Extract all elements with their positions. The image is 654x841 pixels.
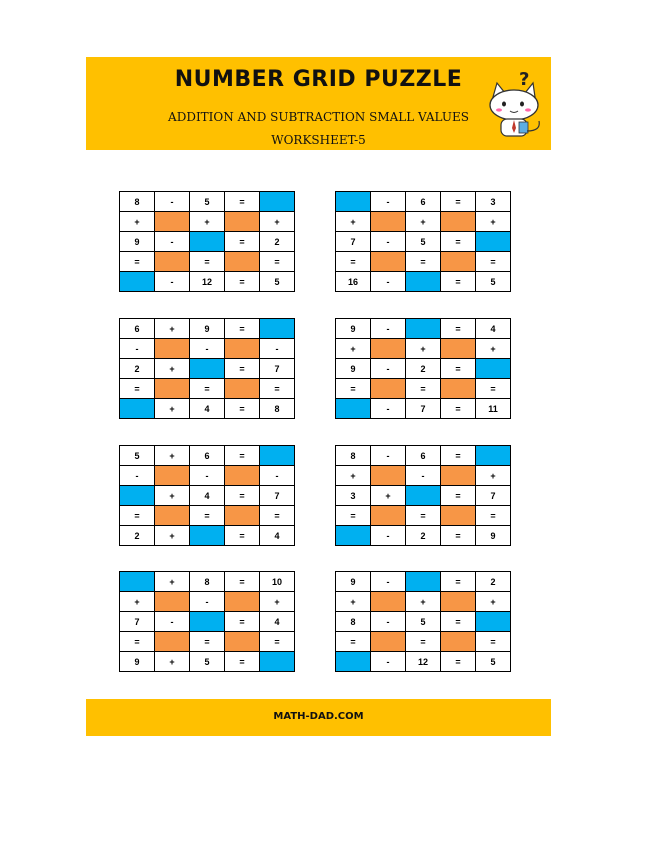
shaded-cell [155,379,190,399]
blank-answer-cell [190,612,225,632]
grid-cell: = [190,506,225,526]
grid-cell: = [406,252,441,272]
blank-answer-cell [336,526,371,546]
shaded-cell [225,379,260,399]
grid-cell: + [476,339,511,359]
page-title: NUMBER GRID PUZZLE [174,67,463,92]
worksheet-label: WORKSHEET-5 [271,133,366,147]
grid-cell: + [120,592,155,612]
grid-cell: 9 [336,359,371,379]
grid-cell: 9 [336,572,371,592]
grid-cell: 16 [336,272,371,292]
grid-row [336,592,511,612]
grid-row [120,632,295,652]
grid-cell: = [336,252,371,272]
blank-answer-cell [260,319,295,339]
grid-cell: - [371,652,406,672]
grid-cell: + [476,466,511,486]
shaded-cell [155,339,190,359]
grid-cell: 7 [476,486,511,506]
grid-cell: = [225,192,260,212]
puzzle-grid-1 [119,191,295,292]
grid-cell: 6 [406,446,441,466]
grid-row [336,212,511,232]
grid-row [120,252,295,272]
grid-cell: = [225,572,260,592]
grid-cell: - [371,319,406,339]
shaded-cell [225,252,260,272]
grid-cell: - [190,592,225,612]
shaded-cell [371,632,406,652]
grid-cell: 7 [260,486,295,506]
grid-cell: 4 [190,399,225,419]
grid-cell: = [225,612,260,632]
grid-cell: = [120,632,155,652]
grid-row [336,652,511,672]
grid-row [120,652,295,672]
grid-cell: = [441,572,476,592]
puzzle-grid-2 [335,191,511,292]
blank-answer-cell [406,486,441,506]
grid-cell: + [371,486,406,506]
grid-cell: - [120,466,155,486]
grid-cell: 7 [406,399,441,419]
grid-row [336,192,511,212]
grid-row [336,506,511,526]
grid-cell: 8 [336,446,371,466]
grid-cell: - [155,232,190,252]
grid-cell: 4 [190,486,225,506]
grid-cell: + [155,652,190,672]
grid-cell: = [225,272,260,292]
blank-answer-cell [120,572,155,592]
grid-row [336,252,511,272]
grid-cell: 5 [260,272,295,292]
grid-cell: = [260,632,295,652]
grid-cell: = [441,192,476,212]
grid-cell: = [336,379,371,399]
grid-cell: + [155,526,190,546]
grid-cell: = [336,506,371,526]
blank-answer-cell [406,272,441,292]
grid-cell: + [155,399,190,419]
grid-cell: = [441,399,476,419]
grid-row [336,486,511,506]
grid-row [336,379,511,399]
grid-row [120,359,295,379]
grid-row [120,466,295,486]
grid-cell: + [336,592,371,612]
grid-cell: 5 [476,652,511,672]
grid-cell: 6 [190,446,225,466]
grid-cell: 9 [120,652,155,672]
shaded-cell [155,252,190,272]
puzzle-grid-6 [335,445,511,546]
grid-cell: = [441,359,476,379]
shaded-cell [225,632,260,652]
grid-cell: 5 [190,652,225,672]
grid-cell: + [476,592,511,612]
blank-answer-cell [406,572,441,592]
grid-row [336,446,511,466]
grid-cell: 3 [336,486,371,506]
shaded-cell [441,379,476,399]
blank-answer-cell [260,192,295,212]
shaded-cell [371,339,406,359]
grid-cell: = [225,319,260,339]
grid-cell: - [371,446,406,466]
blank-answer-cell [476,232,511,252]
grid-cell: = [190,632,225,652]
shaded-cell [155,466,190,486]
shaded-cell [371,212,406,232]
grid-cell: = [476,252,511,272]
grid-cell: = [260,379,295,399]
blank-answer-cell [336,192,371,212]
grid-cell: 9 [336,319,371,339]
blank-answer-cell [336,399,371,419]
puzzle-grid-5 [119,445,295,546]
shaded-cell [155,592,190,612]
grid-row [120,232,295,252]
grid-row [336,319,511,339]
grid-row [336,612,511,632]
shaded-cell [441,466,476,486]
grid-row [120,272,295,292]
grid-row [120,319,295,339]
grid-cell: - [371,359,406,379]
grid-cell: = [476,506,511,526]
grid-row [120,379,295,399]
blank-answer-cell [260,446,295,466]
grid-cell: 5 [190,192,225,212]
grid-cell: 11 [476,399,511,419]
grid-cell: 2 [476,572,511,592]
grid-cell: 2 [260,232,295,252]
grid-cell: = [225,486,260,506]
shaded-cell [371,506,406,526]
grid-cell: 2 [406,359,441,379]
blank-answer-cell [476,446,511,466]
grid-cell: - [155,612,190,632]
grid-row [120,339,295,359]
grid-cell: - [371,572,406,592]
grid-cell: = [120,506,155,526]
grid-row [336,272,511,292]
grid-cell: 5 [406,232,441,252]
footer-banner [86,699,551,736]
grid-cell: = [260,506,295,526]
grid-cell: 7 [120,612,155,632]
grid-row [336,232,511,252]
grid-cell: = [120,379,155,399]
grid-cell: = [225,232,260,252]
grid-cell: 8 [336,612,371,632]
grid-cell: + [190,212,225,232]
puzzle-grid-3 [119,318,295,419]
grid-cell: + [155,572,190,592]
grid-row [120,446,295,466]
blank-answer-cell [120,486,155,506]
shaded-cell [225,212,260,232]
grid-cell: + [120,212,155,232]
header-banner [86,57,551,150]
grid-row [336,632,511,652]
shaded-cell [371,379,406,399]
grid-cell: 10 [260,572,295,592]
grid-cell: 4 [260,612,295,632]
grid-cell: 7 [260,359,295,379]
grid-cell: + [155,446,190,466]
grid-cell: = [406,506,441,526]
grid-cell: 12 [406,652,441,672]
grid-cell: = [441,232,476,252]
grid-cell: = [225,652,260,672]
grid-cell: = [190,252,225,272]
grid-cell: + [260,212,295,232]
grid-cell: = [120,252,155,272]
footer-site: MATH-DAD.COM [273,711,364,722]
grid-cell: - [260,466,295,486]
shaded-cell [371,252,406,272]
grid-cell: 7 [336,232,371,252]
blank-answer-cell [336,652,371,672]
grid-cell: 8 [120,192,155,212]
grid-cell: 2 [120,526,155,546]
grid-cell: - [371,399,406,419]
grid-row [120,526,295,546]
blank-answer-cell [406,319,441,339]
grid-cell: = [441,319,476,339]
grid-cell: = [441,612,476,632]
grid-cell: 9 [190,319,225,339]
grid-row [120,399,295,419]
grid-cell: = [406,632,441,652]
shaded-cell [441,632,476,652]
grid-cell: + [406,339,441,359]
grid-cell: 12 [190,272,225,292]
shaded-cell [371,466,406,486]
blank-answer-cell [190,359,225,379]
grid-cell: = [225,526,260,546]
grid-cell: - [371,612,406,632]
puzzle-grid-8 [335,571,511,672]
grid-cell: = [190,379,225,399]
grid-cell: + [406,592,441,612]
shaded-cell [155,212,190,232]
grid-cell: = [225,399,260,419]
grid-cell: = [441,526,476,546]
grid-cell: + [260,592,295,612]
grid-cell: 4 [260,526,295,546]
grid-row [120,592,295,612]
shaded-cell [155,632,190,652]
grid-cell: = [406,379,441,399]
grid-cell: + [155,359,190,379]
grid-cell: 5 [406,612,441,632]
grid-cell: 9 [120,232,155,252]
grid-cell: = [476,379,511,399]
puzzle-grid-4 [335,318,511,419]
grid-cell: - [120,339,155,359]
grid-cell: 9 [476,526,511,546]
grid-row [120,506,295,526]
grid-row [120,612,295,632]
grid-cell: 8 [260,399,295,419]
grid-cell: - [371,192,406,212]
grid-cell: - [371,272,406,292]
shaded-cell [441,506,476,526]
page-subtitle: ADDITION AND SUBTRACTION SMALL VALUES [168,110,469,124]
grid-row [336,466,511,486]
grid-row [336,339,511,359]
blank-answer-cell [190,232,225,252]
blank-answer-cell [120,272,155,292]
grid-row [120,572,295,592]
svg-text:?: ? [519,69,530,90]
blank-answer-cell [476,612,511,632]
grid-cell: - [406,466,441,486]
blank-answer-cell [260,652,295,672]
grid-cell: + [336,339,371,359]
shaded-cell [155,506,190,526]
grid-cell: - [155,192,190,212]
grid-cell: = [225,359,260,379]
grid-cell: - [190,466,225,486]
grid-cell: - [260,339,295,359]
grid-cell: + [155,319,190,339]
question-cat-icon [481,65,546,140]
grid-cell: - [371,526,406,546]
shaded-cell [225,592,260,612]
grid-cell: = [441,446,476,466]
shaded-cell [441,339,476,359]
shaded-cell [225,466,260,486]
grid-cell: = [441,272,476,292]
grid-cell: 5 [476,272,511,292]
grid-cell: = [476,632,511,652]
grid-cell: 6 [406,192,441,212]
shaded-cell [441,212,476,232]
blank-answer-cell [120,399,155,419]
grid-row [120,192,295,212]
grid-row [120,486,295,506]
grid-cell: 8 [190,572,225,592]
shaded-cell [441,252,476,272]
grid-cell: + [336,212,371,232]
grid-cell: - [190,339,225,359]
grid-cell: 6 [120,319,155,339]
grid-cell: + [155,486,190,506]
grid-row [120,212,295,232]
grid-row [336,572,511,592]
grid-cell: = [336,632,371,652]
grid-cell: = [225,446,260,466]
grid-cell: - [155,272,190,292]
grid-row [336,526,511,546]
blank-answer-cell [190,526,225,546]
grid-cell: 4 [476,319,511,339]
grid-cell: 2 [406,526,441,546]
grid-cell: = [441,486,476,506]
shaded-cell [371,592,406,612]
shaded-cell [225,506,260,526]
shaded-cell [441,592,476,612]
grid-cell: + [476,212,511,232]
grid-cell: + [406,212,441,232]
grid-cell: = [441,652,476,672]
shaded-cell [225,339,260,359]
grid-cell: - [371,232,406,252]
grid-cell: 2 [120,359,155,379]
puzzle-grid-7 [119,571,295,672]
blank-answer-cell [476,359,511,379]
grid-row [336,359,511,379]
grid-cell: + [336,466,371,486]
grid-cell: 3 [476,192,511,212]
grid-cell: = [260,252,295,272]
grid-row [336,399,511,419]
grid-cell: 5 [120,446,155,466]
